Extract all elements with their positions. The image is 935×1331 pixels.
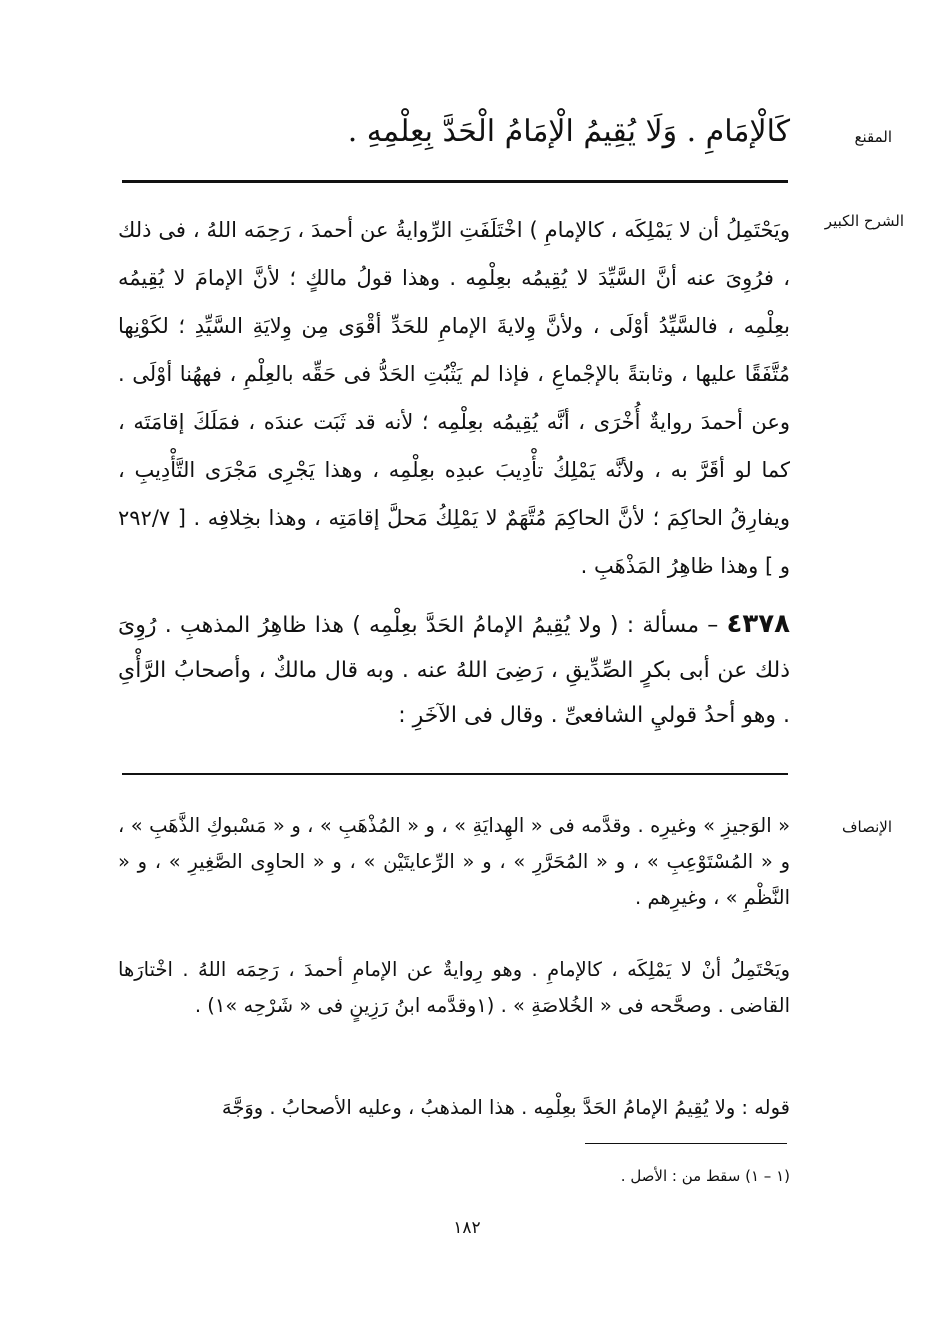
masala-text: – مسألة : ( ولا يُقِيمُ الإمامُ الحَدَّ بعِلْمِه ) هذا ظاهِرُ المذهبِ . رُوِىَ ذلك عن أبى بكرٍ الصِّدِّيقِ ، رَضِىَ اللهُ عنه . وبه قال مالكٌ ، وأصحابُ الرَّأْىِ . وهو أحدُ قوليِ الشافعىِّ . وقال فى الآخَرِ :	[118, 613, 790, 728]
insaf-paragraph	[118, 1090, 790, 1126]
insaf-paragraph-text: قوله : ولا يُقِيمُ الإمامُ الحَدَّ بعِلْمِه . هذا المذهبُ ، وعليه الأصحابُ . ووَجَّهَ	[221, 1096, 790, 1119]
section-label-muqni: المقنع	[854, 128, 892, 146]
insaf-paragraph	[118, 808, 790, 916]
divider-rule	[122, 773, 788, 775]
divider-rule	[122, 180, 788, 183]
insaf-paragraph	[118, 952, 790, 1024]
footnote: (١ – ١) سقط من : الأصل .	[620, 1167, 790, 1185]
page-number: ١٨٢	[453, 1218, 481, 1238]
footnote-rule	[585, 1143, 787, 1144]
sharh-body: ويَحْتَمِلُ أن لا يَمْلِكَه ، كالإمامِ ) اخْتَلَفَتِ الرِّوايةُ عن أحمدَ ، رَحِمَه اللهُ ، فى ذلك ، فرُوِىَ عنه أنَّ السَّيِّدَ لا يُقِيمُه بعِلْمِه . وهذا قولُ مالكٍ ؛ لأنَّ الإمامَ لا يُقِيمُه بعِلْمِه ، فالسَّيِّدُ أوْلَى ، ولأنَّ وِلايةَ الإمامِ للحَدِّ أقْوَى مِن وِلايَةِ السَّيِّدِ ؛ لكَوْنِها مُتَّفَقًا عليها ، وثابتةً بالإجْماعِ ، فإذا لم يَثْبُتِ الحَدُّ فى حَقِّه بالعِلْمِ ، فههُنا أوْلَى . وعن أحمدَ روايةٌ أُخْرَى ، أنَّه يُقِيمُه بعِلْمِه ؛ لأنه قد ثَبَت عندَه ، فمَلَكَ إقامَتَه ، كما لو أقَرَّ به ، ولأنَّه يَمْلِكُ تأْدِيبَ عبدِه بعِلْمِه ، وهذا يَجْرِى مَجْرَى التَّأْدِيبِ ، ويفارِقُ الحاكِمَ ؛ لأنَّ الحاكِمَ مُتَّهَمٌ لا يَمْلِكُ مَحلَّ إقامَتِه ، وهذا بخِلافِه . [ ٢٩٢/٧ و ] وهذا ظاهِرُ المَذْهَبِ .	[118, 218, 790, 578]
masala-number: ٤٣٧٨	[726, 609, 790, 639]
masala-paragraph	[118, 602, 790, 738]
insaf-paragraph-text: « الوَجيزِ » وغيرِه . وقدَّمه فى « الهِدايَةِ » ، و « المُذْهَبِ » ، و « مَسْبوكِ الذَّهَبِ » ، و « المُسْتَوْعِبِ » ، و « المُحَرَّرِ » ، و « الرِّعايتَيْن » ، و « الحاوِى الصَّغِيرِ » ، و « النَّظْمِ » ، وغيرِهم .	[118, 814, 790, 909]
muqni-text: كَالْإمَامِ . وَلَا يُقِيمُ الْإمَامُ الْحَدَّ بِعِلْمِهِ .	[347, 114, 790, 149]
section-label-insaf: الإنصاف	[841, 818, 892, 836]
insaf-paragraph-text: ويَحْتَمِلُ أنْ لا يَمْلِكَه ، كالإمامِ . وهو رِوايةٌ عن الإمامِ أحمدَ ، رَحِمَه اللهُ . اخْتارَها القاضى . وصحَّحه فى « الخُلاصَةِ » . (١وقدَّمه ابنُ رَزِينٍ فى « شَرْحِه »١) .	[118, 958, 790, 1017]
section-label-sharh: الشرح الكبير	[824, 212, 904, 230]
